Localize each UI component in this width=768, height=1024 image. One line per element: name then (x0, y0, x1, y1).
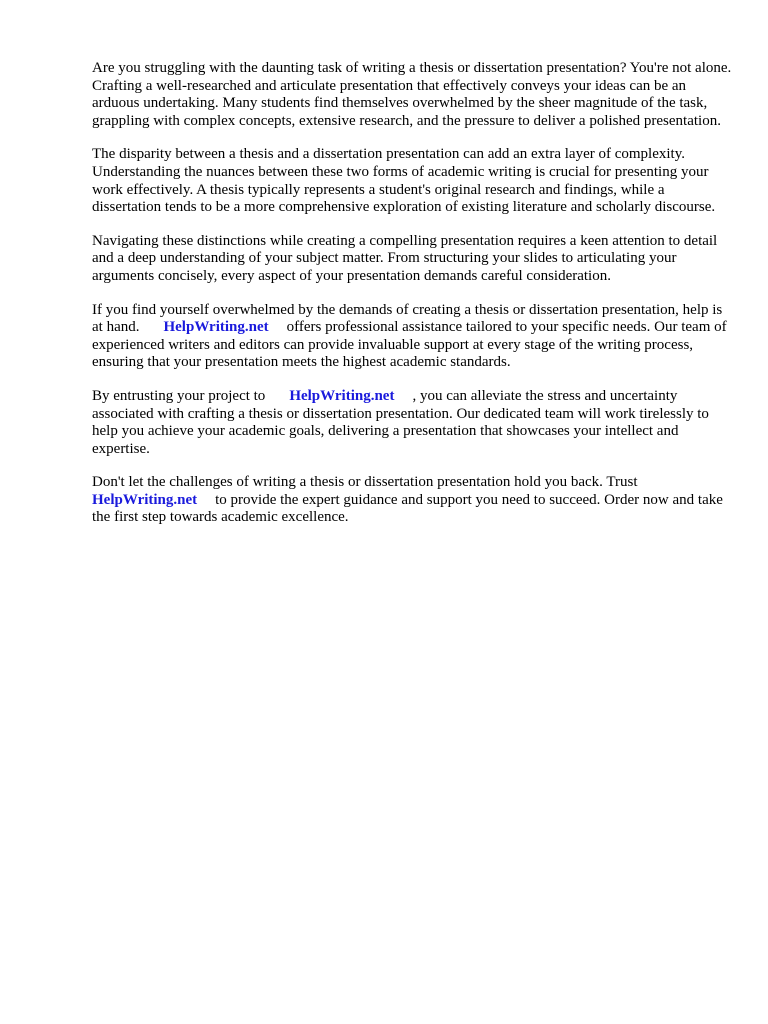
paragraph-entrusting-text-before: By entrusting your project to (92, 387, 266, 404)
paragraph-entrusting (92, 388, 732, 458)
paragraph-navigating: Navigating these distinctions while creating a compelling presentation requires a keen attention to detail and a deep understanding of your subject matter. From structuring your slides to articulating your arguments concisely, every aspect of your presentation demands careful consideration. (92, 232, 718, 284)
paragraph-disparity: The disparity between a thesis and a dissertation presentation can add an extra layer of complexity. Understanding the nuances between these two forms of academic writing is crucial for presenting your work effectively. A thesis typically represents a student's original research and findings, while a dissertation tends to be a more comprehensive exploration of existing literature and scholarly discourse. (92, 146, 716, 216)
paragraph-help (92, 302, 732, 372)
helpwriting-link[interactable]: HelpWriting.net (289, 387, 395, 404)
document-body (92, 60, 732, 543)
paragraph-help-text-after: offers professional assistance tailored to your specific needs. Our team of experienced writers and editors can provide invaluable support at every stage of the writing process, ensuring that your presentation meets the highest academic standards. (92, 319, 727, 371)
paragraph-help-text-before: If you find yourself overwhelmed by the demands of creating a thesis or dissertation presentation, help is at hand. (92, 301, 723, 336)
paragraph-entrusting-text-after: , you can alleviate the stress and uncertainty associated with crafting a thesis or dissertation presentation. Our dedicated team will work tirelessly to help you achieve your academic goals, delivering a presentation that showcases your intellect and expertise. (92, 387, 709, 457)
paragraph-cta-text-before: Don't let the challenges of writing a thesis or dissertation presentation hold you back. Trust (92, 474, 638, 491)
helpwriting-link[interactable]: HelpWriting.net (92, 491, 198, 508)
paragraph-cta-text-after: to provide the expert guidance and support you need to succeed. Order now and take the first step towards academic excellence. (92, 491, 723, 526)
paragraph-intro: Are you struggling with the daunting task of writing a thesis or dissertation presentation? You're not alone. Crafting a well-researched and articulate presentation that effectively conveys your ideas can be an arduous undertaking. Many students find themselves overwhelmed by the sheer magnitude of the task, grappling with complex concepts, extensive research, and the pressure to deliver a polished presentation. (92, 60, 732, 129)
helpwriting-link[interactable]: HelpWriting.net (163, 319, 269, 336)
paragraph-call-to-action (92, 474, 732, 527)
